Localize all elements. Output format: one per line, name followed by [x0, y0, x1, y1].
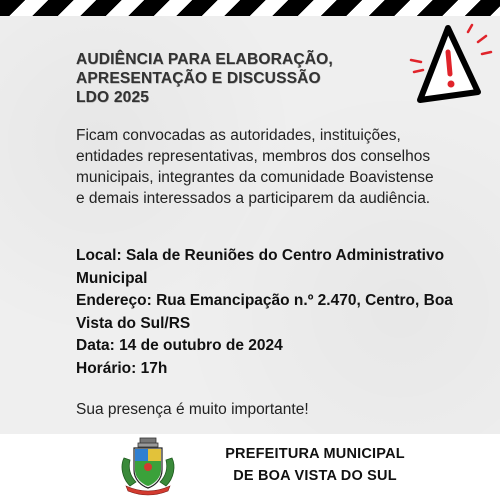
event-time: Horário: 17h: [76, 359, 168, 377]
organization-name: [210, 443, 420, 487]
body-line-3: municipais, integrantes da comunidade Boavistense: [76, 169, 434, 186]
top-stripe-border: [0, 0, 500, 16]
org-line-1: PREFEITURA MUNICIPAL: [225, 446, 405, 462]
title-line-2: APRESENTAÇÃO E DISCUSSÃO: [76, 70, 321, 87]
municipal-coat-of-arms-icon: [118, 436, 178, 496]
title-line-1: AUDIÊNCIA PARA ELABORAÇÃO,: [76, 51, 333, 68]
org-line-2: DE BOA VISTA DO SUL: [233, 468, 397, 484]
title-line-3: LDO 2025: [76, 89, 150, 106]
event-details: [76, 245, 486, 380]
closing-message: Sua presença é muito importante!: [76, 401, 309, 418]
body-line-2: entidades representativas, membros dos conselhos: [76, 148, 431, 165]
address-line-1: Endereço: Rua Emancipação n.º 2.470, Centro, Boa: [76, 292, 453, 309]
warning-triangle-icon: [408, 22, 494, 108]
location-line-1: Local: Sala de Reuniões do Centro Administrativo: [76, 247, 445, 264]
location-line-2: Municipal: [76, 269, 148, 287]
body-line-4: e demais interessados a participarem da audiência.: [76, 190, 431, 207]
invitation-paragraph: [76, 125, 476, 209]
address-line-2: Vista do Sul/RS: [76, 314, 191, 332]
body-line-1: Ficam convocadas as autoridades, instituições,: [76, 127, 401, 144]
event-date: Data: 14 de outubro de 2024: [76, 337, 283, 354]
page-title: [76, 50, 406, 107]
